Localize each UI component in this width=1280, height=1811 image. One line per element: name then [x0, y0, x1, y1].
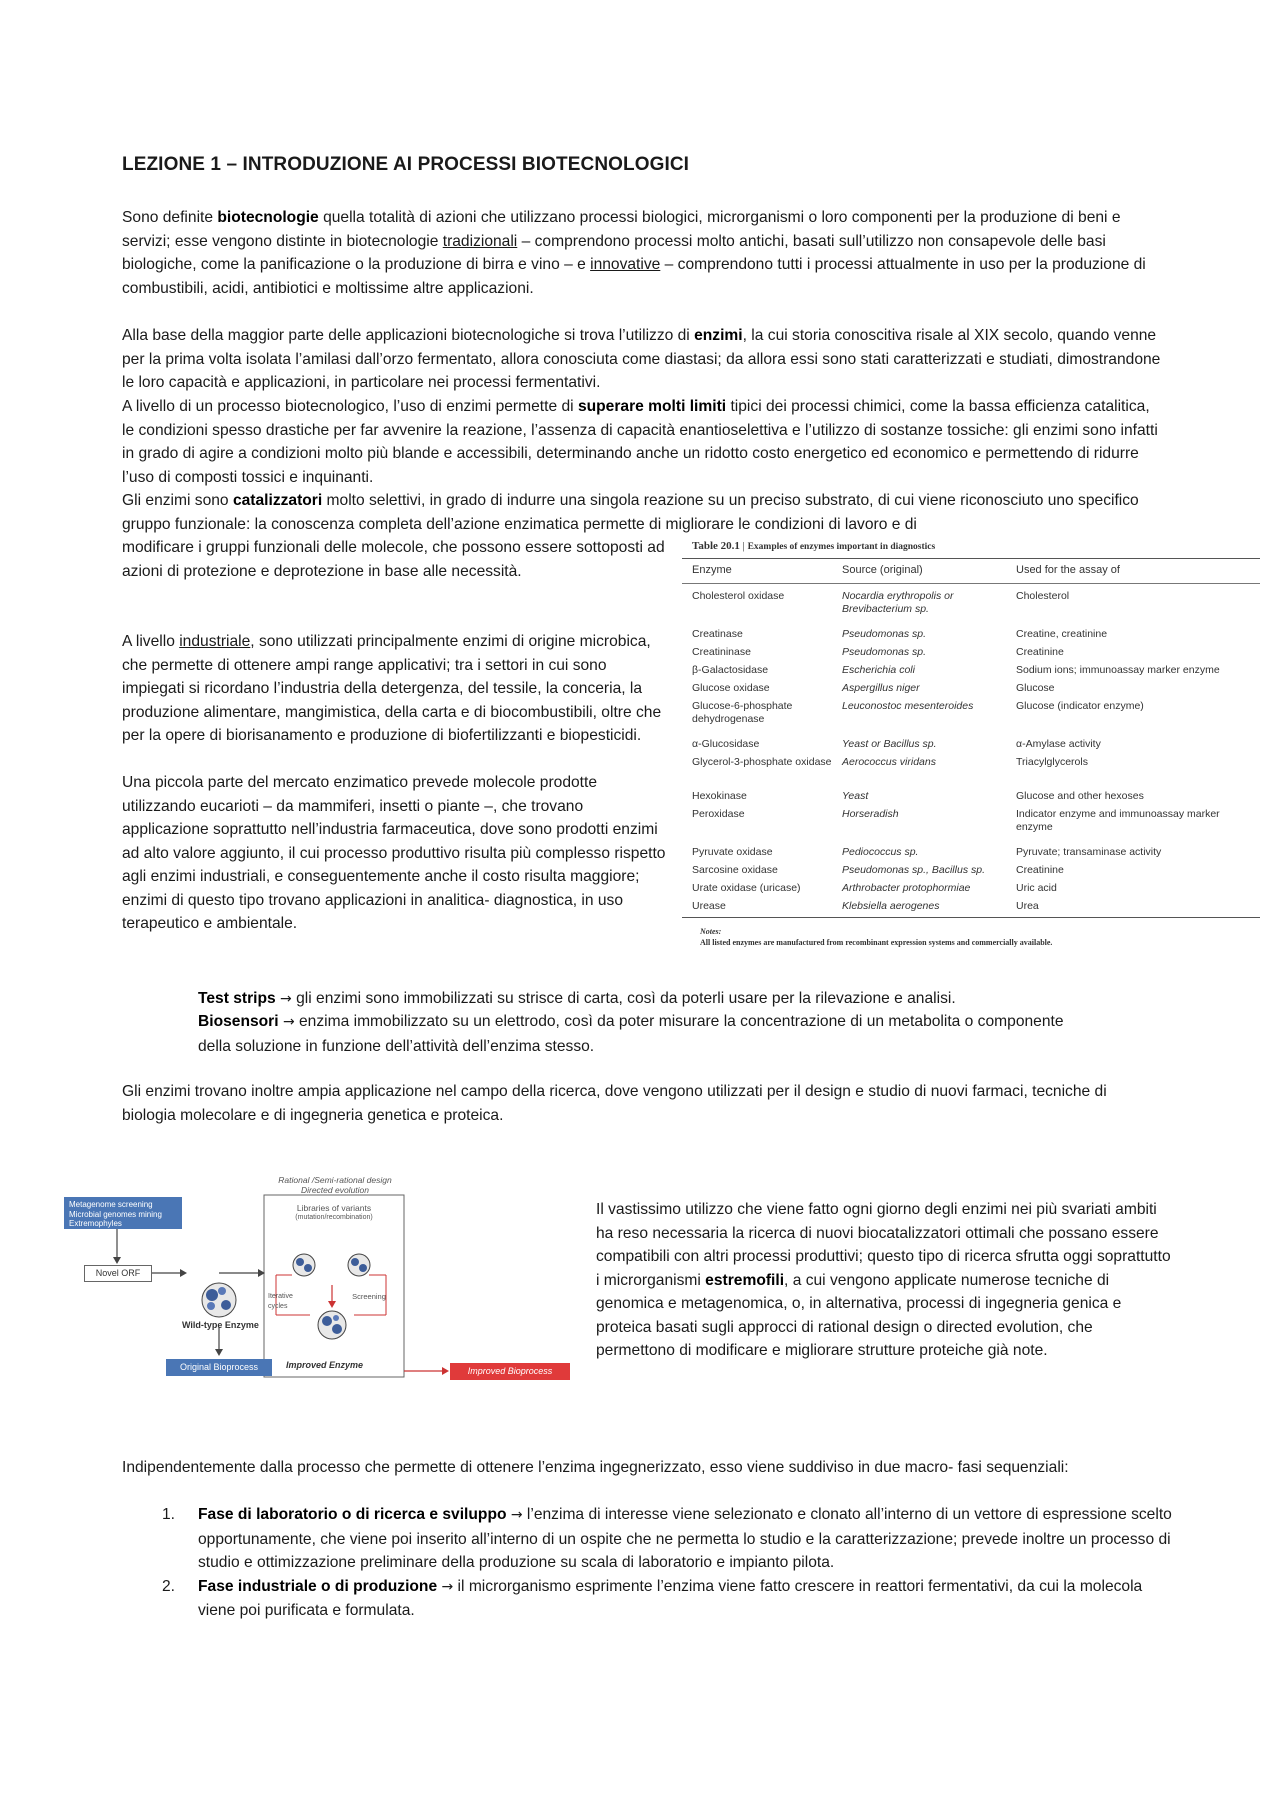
table-cell-enzyme: α-Glucosidase — [692, 738, 760, 750]
table-cell-assay: α-Amylase activity — [1016, 738, 1101, 750]
arrow-icon: → — [441, 1578, 454, 1595]
keyword-fase-industriale: Fase industriale o di produzione — [198, 1577, 438, 1595]
table-cell-source: Yeast — [842, 790, 869, 802]
keyword-fase-laboratorio: Fase di laboratorio o di ricerca e sviluppo — [198, 1506, 507, 1523]
table-cell-source: Pseudomonas sp. — [842, 628, 927, 640]
table-cell-enzyme: Creatinase — [692, 628, 743, 640]
paragraph-industriale: A livello industriale, sono utilizzati principalmente enzimi di origine microbica, che permette di ottenere ampi range applicativi; tra i settori in cui sono impiegati si ricordano l’industria della detergenza, del tessile, la conceria, la produzione alimentare, mangimistica, della carta e di biocombustibili, oltre che per la opere di biorisanamento e produzione di biofertilizzanti e biopesticidi. — [122, 633, 662, 744]
table-cell-assay: Triacylglycerols — [1016, 756, 1088, 768]
table-top-rule — [682, 558, 1260, 559]
keyword-test-strips: Test strips — [198, 990, 276, 1007]
table-cell-source: Horseradish — [842, 808, 899, 820]
table-cell-enzyme: Cholesterol oxidase — [692, 590, 785, 602]
table-cell-source: Pseudomonas sp., Bacillus sp. — [842, 864, 985, 876]
arrow-icon: → — [280, 991, 292, 1007]
table-cell-enzyme: Pyruvate oxidase — [692, 846, 773, 858]
keyword-innovative: innovative — [590, 256, 661, 273]
table-cell-assay: Glucose — [1016, 682, 1055, 694]
enzyme-engineering-diagram — [64, 1175, 574, 1395]
table-cell-enzyme: Glycerol-3-phosphate oxidase — [692, 756, 832, 768]
table-cell-source: Klebsiella aerogenes — [842, 900, 940, 912]
table-caption: Table 20.1 | Examples of enzymes important in diagnostics — [692, 540, 936, 552]
table-cell-assay: Indicator enzyme and immunoassay marker enzyme — [1016, 808, 1220, 833]
table-cell-assay: Urea — [1016, 900, 1039, 912]
novel-orf-box: Novel ORF — [84, 1265, 152, 1282]
keyword-estremofili: estremofili — [705, 1271, 785, 1289]
table-cell-assay: Glucose (indicator enzyme) — [1016, 700, 1144, 712]
table-cell-source: Escherichia coli — [842, 664, 915, 676]
table-header-enzyme: Enzyme — [692, 564, 732, 576]
table-cell-assay: Creatinine — [1016, 864, 1064, 876]
table-cell-enzyme: Glucose-6-phosphate dehydrogenase — [692, 700, 793, 725]
table-cell-assay: Pyruvate; transaminase activity — [1016, 846, 1162, 858]
table-cell-assay: Sodium ions; immunoassay marker enzyme — [1016, 664, 1220, 676]
table-cell-source: Arthrobacter protophormiae — [842, 882, 971, 894]
test-strips-item: Test strips → gli enzimi sono immobilizzati su strisce di carta, così da poterli usare per la rilevazione e analisi. — [198, 990, 956, 1007]
table-cell-source: Aspergillus niger — [842, 682, 920, 694]
wild-type-label: Wild-type Enzyme — [182, 1320, 259, 1330]
arrow-icon: → — [510, 1507, 523, 1523]
table-cell-source: Pseudomonas sp. — [842, 646, 927, 658]
list-item: 1. Fase di laboratorio o di ricerca e sviluppo → l’enzima di interesse viene selezionato e clonato all’interno di un vettore di espressione scelto opportunamente, che viene poi inserito all’interno di un ospite che ne permetta lo studio e la caratterizzazione; prevede inoltre un processo di studio e ottimizzazione preliminare della produzione su scala di laboratorio e impianto pilota. — [162, 1506, 1172, 1571]
table-cell-assay: Creatine, creatinine — [1016, 628, 1108, 640]
rational-design-label: Rational /Semi-rational design — [278, 1175, 392, 1185]
paragraph-gruppi-funzionali: modificare i gruppi funzionali delle molecole, che possono essere sottoposti ad azioni di protezione e deprotezione in base alle necessità. — [122, 539, 665, 580]
table-cell-source: Nocardia erythropolis or Brevibacterium sp. — [842, 590, 954, 615]
phases-list — [122, 1503, 1172, 1623]
paragraph-macro-fasi: Indipendentemente dalla processo che permette di ottenere l’enzima ingegnerizzato, esso viene suddiviso in due macro- fasi sequenziali: — [122, 1459, 1069, 1476]
keyword-enzimi: enzimi — [694, 327, 743, 344]
iterative-cycles-label: Iterative cycles — [268, 1293, 293, 1310]
table-cell-enzyme: β-Galactosidase — [692, 664, 769, 676]
table-cell-assay: Uric acid — [1016, 882, 1057, 894]
libraries-sub-label: (mutation/recombination) — [295, 1214, 373, 1221]
arrow-icon: → — [282, 1014, 295, 1030]
screening-label: Screening — [352, 1292, 386, 1301]
improved-bioprocess-box: Improved Bioprocess — [450, 1363, 570, 1380]
keyword-superare-limiti: superare molti limiti — [577, 398, 727, 415]
paragraph-limiti: A livello di un processo biotecnologico, l’uso di enzimi permette di superare molti limiti tipici dei processi chimici, come la bassa efficienza catalitica, le condizioni spesso drastiche per far avvenire la reazione, l’assenza di capacità enantioselettiva e l’utilizzo di sostanze tossiche: gli enzimi sono infatti in grado di agire a condizioni molto più blande e accessibili, determinando anche un ridotto costo energetico ed economico e permettendo di ridurre l’uso di composti tossici e inquinanti. — [122, 398, 1158, 486]
table-bottom-rule — [682, 917, 1260, 918]
table-cell-enzyme: Sarcosine oxidase — [692, 864, 778, 876]
paragraph-enzimi: Alla base della maggior parte delle applicazioni biotecnologiche si trova l’utilizzo di enzimi, la cui storia conoscitiva risale al XIX secolo, quando venne per la prima volta isolata l’amilasi dall’orzo fermentato, allora conosciuta come diastasi; da allora essi sono stati caratterizzati e studiati, dimostrandone le loro capacità e applicazioni, in particolare nei processi fermentativi. — [122, 327, 1161, 391]
keyword-biosensori: Biosensori — [198, 1013, 279, 1030]
table-cell-enzyme: Creatininase — [692, 646, 751, 658]
improved-enzyme-label: Improved Enzyme — [286, 1360, 364, 1370]
paragraph-biotecnologie: Sono definite biotecnologie quella totalità di azioni che utilizzano processi biologici, microrganismi o loro componenti per la produzione di beni e servizi; esse vengono distinte in biotecnologie tradizionali – comprendono processi molto antichi, basati sull’utilizzo non consapevole delle basi biologiche, come la panificazione o la produzione di birra e vino – e innovative – comprendono tutti i processi attualmente in uso per la produzione di combustibili, acidi, antibiotici e moltissime altre applicazioni. — [122, 209, 1146, 297]
paragraph-catalizzatori: Gli enzimi sono catalizzatori molto selettivi, in grado di indurre una singola reazione su un preciso substrato, di cui viene riconosciuto uno specifico gruppo funzionale: la conoscenza completa dell’azione enzimatica permette di migliorare le condizioni di lavoro e di — [122, 492, 1139, 533]
table-cell-assay: Creatinine — [1016, 646, 1064, 658]
keyword-biotecnologie: biotecnologie — [217, 209, 319, 226]
libraries-label: Libraries of variants — [296, 1203, 372, 1213]
keyword-industriale: industriale — [179, 633, 251, 650]
table-cell-enzyme: Urease — [692, 900, 726, 912]
directed-evolution-label: Directed evolution — [300, 1185, 370, 1195]
improved-enzyme-icon — [318, 1311, 346, 1339]
table-cell-source: Yeast or Bacillus sp. — [842, 738, 937, 750]
biosensori-item: Biosensori → enzima immobilizzato su un elettrodo, così da poter misurare la concentrazione di un metabolita o componente della soluzione in funzione dell’attività dell’enzima stesso. — [198, 1013, 1064, 1055]
table-cell-assay: Cholesterol — [1016, 590, 1070, 602]
table-cell-enzyme: Peroxidase — [692, 808, 745, 820]
paragraph-eucarioti: Una piccola parte del mercato enzimatico prevede molecole prodotte utilizzando eucarioti – da mammiferi, insetti o piante –, che trovano applicazione soprattutto nell’industria farmaceutica, dove sono prodotti enzimi ad alto valore aggiunto, il cui processo produttivo risulta più complesso rispetto agli enzimi industriali, e conseguentemente anche il costo risulta maggiore; enzimi di questo tipo trovano applicazioni in analitica- diagnostica, in uso terapeutico e ambientale. — [122, 774, 666, 932]
table-cell-enzyme: Glucose oxidase — [692, 682, 770, 694]
table-cell-enzyme: Hexokinase — [692, 790, 747, 802]
table-cell-source: Aerococcus viridans — [842, 756, 936, 768]
table-cell-source: Pediococcus sp. — [842, 846, 919, 858]
keyword-tradizionali: tradizionali — [442, 232, 518, 250]
table-header-assay: Used for the assay of — [1016, 564, 1120, 576]
list-item: 2. Fase industriale o di produzione → il microrganismo esprimente l’enzima viene fatto crescere in reattori fermentativi, da cui la molecola viene poi purificata e formulata. — [162, 1577, 1143, 1619]
table-header-source: Source (original) — [842, 564, 923, 576]
table-cell-enzyme: Urate oxidase (uricase) — [692, 882, 801, 894]
screening-box: Metagenome screening Microbial genomes mining Extremophyles — [64, 1197, 182, 1229]
table-notes: Notes: All listed enzymes are manufactured from recombinant expression systems and commercially available. — [700, 927, 1053, 947]
paragraph-estremofili: Il vastissimo utilizzo che viene fatto ogni giorno degli enzimi nei più svariati ambiti ha reso necessaria la ricerca di nuovi biocatalizzatori ottimali che possano essere compatibili con altri processi produttivi; questo tipo di ricerca sfrutta oggi soprattutto i microrganismi estremofili, a cui vengono applicate numerose tecniche di genomica e metagenomica, o, in alternativa, processi di ingegneria genica e proteica basati sugli approcci di rational design o directed evolution, che permettono di modificare e migliorare strutture proteiche già note. — [596, 1201, 1171, 1359]
page-title: LEZIONE 1 – INTRODUZIONE AI PROCESSI BIOTECNOLOGICI — [122, 154, 690, 175]
enzymes-diagnostics-table — [682, 540, 1262, 960]
table-header-rule — [682, 583, 1260, 584]
wild-type-enzyme-icon — [202, 1283, 236, 1317]
table-cell-assay: Glucose and other hexoses — [1016, 790, 1144, 802]
table-cell-source: Leuconostoc mesenteroides — [842, 700, 974, 712]
paragraph-ricerca: Gli enzimi trovano inoltre ampia applicazione nel campo della ricerca, dove vengono utilizzati per il design e studio di nuovi farmaci, tecniche di biologia molecolare e di ingegneria genetica e proteica. — [122, 1083, 1107, 1124]
original-bioprocess-box: Original Bioprocess — [166, 1359, 272, 1376]
keyword-catalizzatori: catalizzatori — [232, 492, 323, 509]
